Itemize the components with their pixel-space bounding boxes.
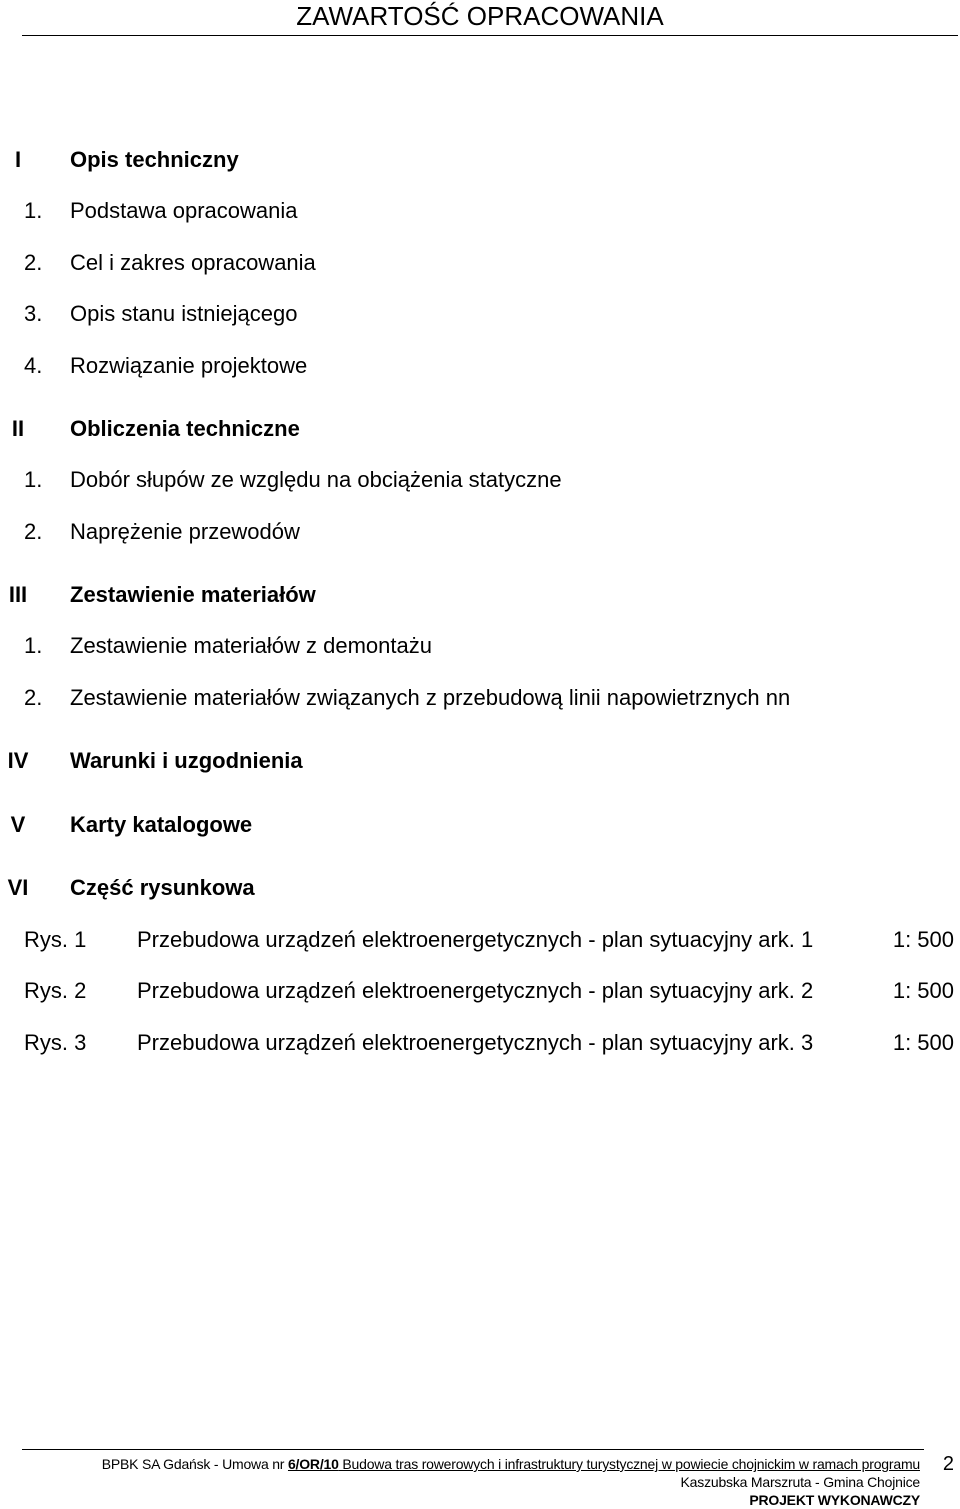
section-number: I (14, 147, 22, 172)
section-title: Warunki i uzgodnienia (70, 748, 303, 773)
drawing-scale: 1: 500 (892, 927, 954, 952)
section-title: Karty katalogowe (70, 812, 253, 837)
section-number: II (11, 416, 25, 441)
item-number: 2. (24, 685, 43, 710)
section-title: Opis techniczny (70, 147, 239, 172)
drawing-scale: 1: 500 (892, 1030, 954, 1055)
title-rule (22, 35, 958, 36)
drawing-number: Rys. 2 (24, 978, 87, 1003)
item-label: Zestawienie materiałów związanych z przebudową linii napowietrznych nn (70, 685, 791, 710)
section-number: III (8, 582, 28, 607)
item-label: Zestawienie materiałów z demontażu (70, 633, 432, 658)
section-title: Część rysunkowa (70, 875, 255, 900)
item-label: Rozwiązanie projektowe (70, 353, 308, 378)
footer-rule (22, 1449, 924, 1450)
section-number: V (10, 812, 26, 837)
footer-project-name: Budowa tras rowerowych i infrastruktury turystycznej w powiecie chojnickim w ramach programu (338, 1456, 920, 1472)
item-number: 4. (24, 353, 43, 378)
section-number: VI (7, 875, 29, 900)
section-title: Zestawienie materiałów (70, 582, 316, 607)
item-number: 1. (24, 633, 43, 658)
footer-line-1 (40, 1455, 920, 1473)
drawing-title: Przebudowa urządzeń elektroenergetycznych - plan sytuacyjny ark. 1 (137, 927, 814, 952)
footer-project-stage: PROJEKT WYKONAWCZY (749, 1492, 920, 1508)
item-label: Cel i zakres opracowania (70, 250, 316, 275)
section-title: Obliczenia techniczne (70, 416, 300, 441)
item-number: 3. (24, 301, 43, 326)
item-number: 2. (24, 519, 43, 544)
page-footer (40, 1455, 920, 1509)
footer-line-2: Kaszubska Marszruta - Gmina Chojnice (680, 1474, 920, 1490)
item-label: Opis stanu istniejącego (70, 301, 298, 326)
page-number: 2 (942, 1453, 954, 1475)
document-title: ZAWARTOŚĆ OPRACOWANIA (296, 1, 664, 31)
item-label: Podstawa opracowania (70, 198, 298, 223)
item-number: 2. (24, 250, 43, 275)
item-number: 1. (24, 467, 43, 492)
drawing-scale: 1: 500 (892, 978, 954, 1003)
drawing-number: Rys. 3 (24, 1030, 87, 1055)
item-label: Dobór słupów ze względu na obciążenia statyczne (70, 467, 562, 492)
footer-contract (288, 1456, 920, 1472)
item-label: Naprężenie przewodów (70, 519, 300, 544)
item-number: 1. (24, 198, 43, 223)
footer-contract-number: 6/OR/10 (287, 1456, 339, 1472)
section-number: IV (7, 748, 29, 773)
drawing-title: Przebudowa urządzeń elektroenergetycznych - plan sytuacyjny ark. 3 (137, 1030, 814, 1055)
footer-line-3 (40, 1491, 920, 1509)
drawing-title: Przebudowa urządzeń elektroenergetycznych - plan sytuacyjny ark. 2 (137, 978, 814, 1003)
footer-prefix: BPBK SA Gdańsk - Umowa nr (101, 1456, 288, 1472)
drawing-number: Rys. 1 (24, 927, 87, 952)
